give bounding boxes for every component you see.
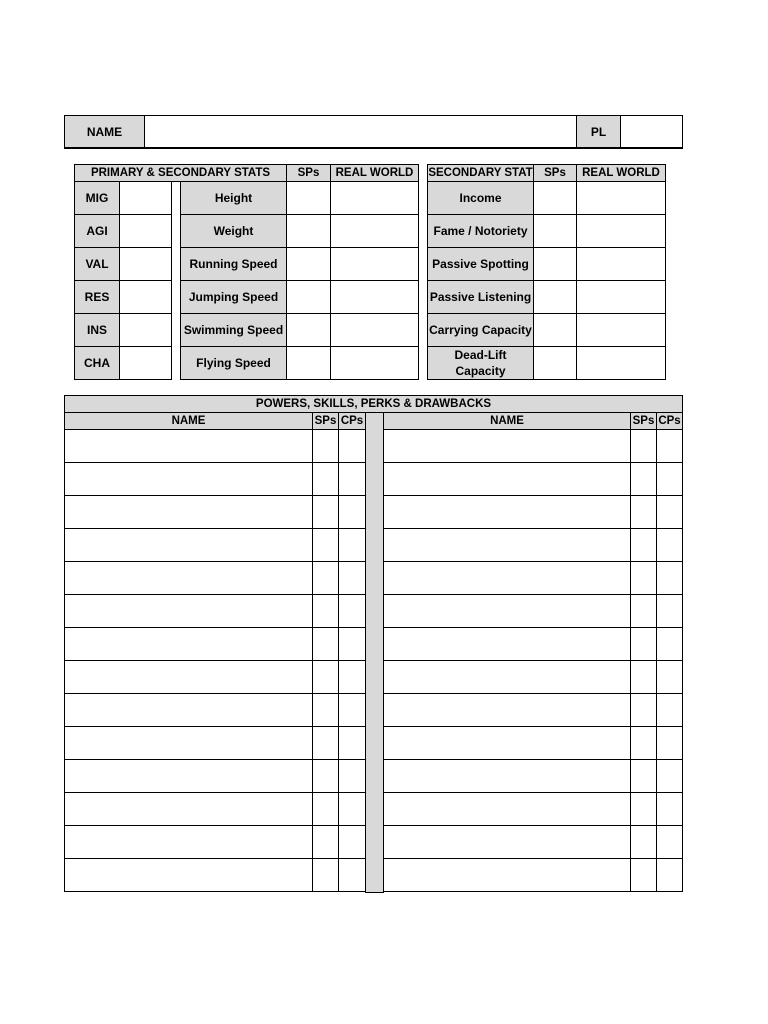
power-name-field[interactable] <box>64 825 313 859</box>
stat-label: VAL <box>74 247 120 281</box>
power-cps-field[interactable] <box>656 693 683 727</box>
power-name-field[interactable] <box>64 561 313 595</box>
stat-value-field[interactable] <box>119 181 172 215</box>
power-sps-field[interactable] <box>630 495 657 529</box>
power-cps-field[interactable] <box>656 825 683 859</box>
power-cps-field[interactable] <box>656 627 683 661</box>
power-cps-field[interactable] <box>338 759 366 793</box>
power-sps-field[interactable] <box>312 858 339 892</box>
secondary-stat-real-world-field[interactable] <box>576 247 666 281</box>
power-sps-field[interactable] <box>312 726 339 760</box>
secondary-stat-real-world-field[interactable] <box>576 313 666 347</box>
powers-title: POWERS, SKILLS, PERKS & DRAWBACKS <box>64 395 683 413</box>
power-cps-field[interactable] <box>338 495 366 529</box>
stat-label: CHA <box>74 346 120 380</box>
power-name-field[interactable] <box>383 726 631 760</box>
secondary-stat-real-world-field[interactable] <box>576 346 666 380</box>
powers-divider-column <box>365 412 384 893</box>
power-name-field[interactable] <box>383 759 631 793</box>
power-cps-field[interactable] <box>338 825 366 859</box>
power-cps-field[interactable] <box>338 528 366 562</box>
pl-field[interactable] <box>621 116 682 147</box>
power-name-field[interactable] <box>383 693 631 727</box>
secondary-stat-sps-field[interactable] <box>533 313 577 347</box>
power-cps-field[interactable] <box>656 561 683 595</box>
power-cps-field[interactable] <box>656 528 683 562</box>
primary-sps-header: SPs <box>286 164 331 182</box>
power-name-field[interactable] <box>383 561 631 595</box>
stat-label: RES <box>74 280 120 314</box>
power-cps-field[interactable] <box>656 858 683 892</box>
power-name-field[interactable] <box>64 660 313 694</box>
secondary-stat-sps-field[interactable] <box>533 346 577 380</box>
secondary-stat-label: Weight <box>180 214 287 248</box>
power-name-field[interactable] <box>383 594 631 628</box>
power-sps-field[interactable] <box>630 561 657 595</box>
power-name-field[interactable] <box>64 627 313 661</box>
power-sps-field[interactable] <box>312 528 339 562</box>
name-label: NAME <box>65 116 145 147</box>
stat-label: AGI <box>74 214 120 248</box>
secondary-stat-row-label: Carrying Capacity <box>427 313 534 347</box>
secondary-sps-field[interactable] <box>286 313 331 347</box>
power-sps-field[interactable] <box>312 561 339 595</box>
stat-value-field[interactable] <box>119 313 172 347</box>
powers-right-sps-header: SPs <box>630 412 657 430</box>
secondary-stat-real-world-field[interactable] <box>576 214 666 248</box>
power-cps-field[interactable] <box>338 660 366 694</box>
stat-value-field[interactable] <box>119 280 172 314</box>
secondary-real-world-field[interactable] <box>330 214 419 248</box>
secondary-stat-label: Flying Speed <box>180 346 287 380</box>
power-name-field[interactable] <box>383 495 631 529</box>
power-cps-field[interactable] <box>338 858 366 892</box>
power-cps-field[interactable] <box>656 429 683 463</box>
power-name-field[interactable] <box>64 429 313 463</box>
power-name-field[interactable] <box>383 792 631 826</box>
power-sps-field[interactable] <box>630 660 657 694</box>
power-sps-field[interactable] <box>630 759 657 793</box>
power-cps-field[interactable] <box>656 462 683 496</box>
power-sps-field[interactable] <box>312 594 339 628</box>
power-name-field[interactable] <box>383 528 631 562</box>
secondary-real-world-field[interactable] <box>330 313 419 347</box>
power-name-field[interactable] <box>64 462 313 496</box>
power-name-field[interactable] <box>383 858 631 892</box>
power-cps-field[interactable] <box>338 693 366 727</box>
power-name-field[interactable] <box>64 726 313 760</box>
secondary-real-world-field[interactable] <box>330 247 419 281</box>
secondary-stat-real-world-field[interactable] <box>576 280 666 314</box>
power-cps-field[interactable] <box>338 429 366 463</box>
powers-left-name-header: NAME <box>64 412 313 430</box>
powers-right-name-header: NAME <box>383 412 631 430</box>
power-cps-field[interactable] <box>338 627 366 661</box>
secondary-sps-field[interactable] <box>286 346 331 380</box>
power-cps-field[interactable] <box>656 726 683 760</box>
power-sps-field[interactable] <box>630 726 657 760</box>
secondary-stat-title: SECONDARY STAT <box>427 164 534 182</box>
powers-left-cps-header: CPs <box>338 412 366 430</box>
secondary-stat-sps-field[interactable] <box>533 181 577 215</box>
power-cps-field[interactable] <box>656 495 683 529</box>
power-sps-field[interactable] <box>630 693 657 727</box>
power-sps-field[interactable] <box>630 858 657 892</box>
name-field[interactable] <box>145 116 577 147</box>
power-sps-field[interactable] <box>630 792 657 826</box>
secondary-stat-label: Running Speed <box>180 247 287 281</box>
power-sps-field[interactable] <box>312 462 339 496</box>
power-cps-field[interactable] <box>338 561 366 595</box>
power-sps-field[interactable] <box>630 627 657 661</box>
power-cps-field[interactable] <box>656 792 683 826</box>
power-cps-field[interactable] <box>338 462 366 496</box>
power-sps-field[interactable] <box>312 660 339 694</box>
power-sps-field[interactable] <box>630 825 657 859</box>
secondary-sps-field[interactable] <box>286 181 331 215</box>
power-sps-field[interactable] <box>312 759 339 793</box>
power-sps-field[interactable] <box>312 693 339 727</box>
power-sps-field[interactable] <box>312 792 339 826</box>
secondary-stat-sps-header: SPs <box>533 164 577 182</box>
power-name-field[interactable] <box>383 825 631 859</box>
power-cps-field[interactable] <box>656 594 683 628</box>
power-cps-field[interactable] <box>338 726 366 760</box>
power-sps-field[interactable] <box>630 429 657 463</box>
power-cps-field[interactable] <box>338 792 366 826</box>
secondary-stat-real-world-header: REAL WORLD <box>576 164 666 182</box>
secondary-stat-sps-field[interactable] <box>533 214 577 248</box>
secondary-real-world-field[interactable] <box>330 280 419 314</box>
stat-value-field[interactable] <box>119 214 172 248</box>
secondary-real-world-field[interactable] <box>330 346 419 380</box>
power-sps-field[interactable] <box>312 429 339 463</box>
secondary-stat-row-label: Dead-Lift Capacity <box>427 346 534 380</box>
power-name-field[interactable] <box>383 429 631 463</box>
power-sps-field[interactable] <box>312 825 339 859</box>
power-cps-field[interactable] <box>656 660 683 694</box>
pl-label: PL <box>577 116 621 147</box>
stat-label: INS <box>74 313 120 347</box>
power-name-field[interactable] <box>64 594 313 628</box>
secondary-stat-row-label: Income <box>427 181 534 215</box>
secondary-stat-row-label: Passive Spotting <box>427 247 534 281</box>
power-sps-field[interactable] <box>312 627 339 661</box>
powers-right-cps-header: CPs <box>656 412 683 430</box>
power-name-field[interactable] <box>64 759 313 793</box>
powers-left-sps-header: SPs <box>312 412 339 430</box>
secondary-stat-label: Swimming Speed <box>180 313 287 347</box>
secondary-stat-label: Height <box>180 181 287 215</box>
secondary-real-world-field[interactable] <box>330 181 419 215</box>
secondary-sps-field[interactable] <box>286 247 331 281</box>
secondary-stat-sps-field[interactable] <box>533 280 577 314</box>
secondary-stat-real-world-field[interactable] <box>576 181 666 215</box>
power-sps-field[interactable] <box>630 594 657 628</box>
power-cps-field[interactable] <box>656 759 683 793</box>
secondary-stat-row-label: Passive Listening <box>427 280 534 314</box>
power-name-field[interactable] <box>383 660 631 694</box>
secondary-stat-sps-field[interactable] <box>533 247 577 281</box>
power-sps-field[interactable] <box>312 495 339 529</box>
power-cps-field[interactable] <box>338 594 366 628</box>
power-sps-field[interactable] <box>630 528 657 562</box>
power-name-field[interactable] <box>64 792 313 826</box>
secondary-sps-field[interactable] <box>286 214 331 248</box>
power-name-field[interactable] <box>64 495 313 529</box>
stat-value-field[interactable] <box>119 247 172 281</box>
power-name-field[interactable] <box>64 858 313 892</box>
primary-real-world-header: REAL WORLD <box>330 164 419 182</box>
power-name-field[interactable] <box>383 462 631 496</box>
primary-title: PRIMARY & SECONDARY STATS <box>74 164 287 182</box>
power-name-field[interactable] <box>64 528 313 562</box>
secondary-stat-row-label: Fame / Notoriety <box>427 214 534 248</box>
stat-value-field[interactable] <box>119 346 172 380</box>
secondary-sps-field[interactable] <box>286 280 331 314</box>
power-sps-field[interactable] <box>630 462 657 496</box>
secondary-stat-label: Jumping Speed <box>180 280 287 314</box>
power-name-field[interactable] <box>383 627 631 661</box>
power-name-field[interactable] <box>64 693 313 727</box>
stat-label: MIG <box>74 181 120 215</box>
